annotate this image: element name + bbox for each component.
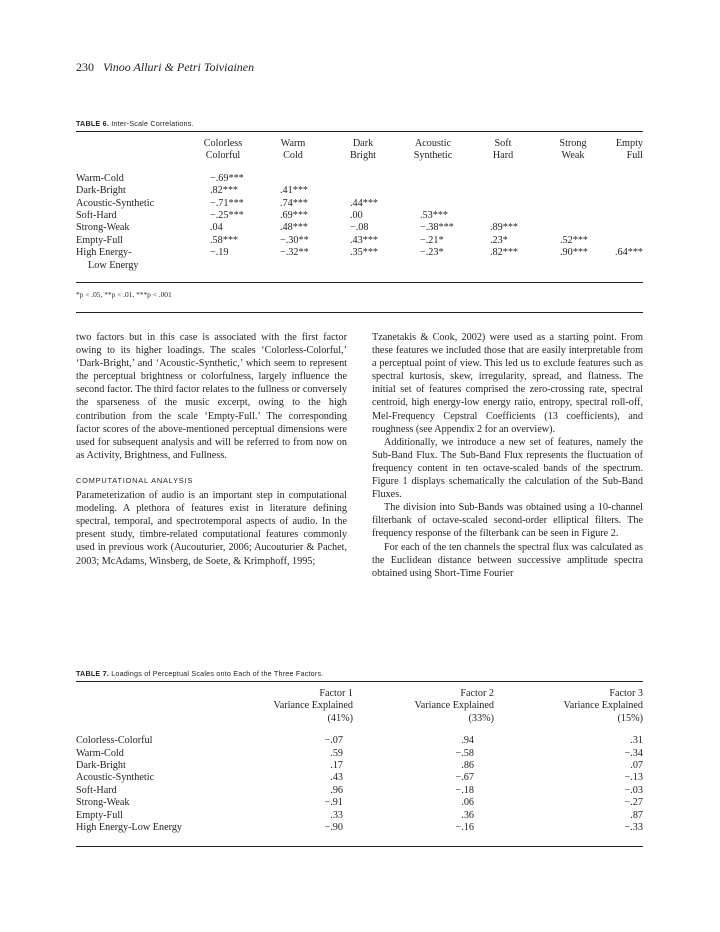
table7-cell: −.90 [324,822,343,834]
table6-cell [468,185,538,197]
table6-col-header: Colorless Colorful [203,138,243,162]
table7-cell: .06 [461,797,474,809]
table7-cell: −.03 [624,784,643,796]
table7-row [76,760,643,772]
table7-label: TABLE 7. [76,669,110,678]
table7-row-label: Warm-Cold [76,747,124,759]
table7-row-label: Colorless-Colorful [76,735,153,747]
table7-cell: .17 [330,760,343,772]
table7-row [76,748,643,760]
table7-cell: −.07 [324,735,343,747]
table6-col-header: Empty Full [615,138,643,162]
table6-cell [468,198,538,210]
table6-cell [608,235,643,247]
table6-cell: .53*** [420,210,449,222]
table6-row-label: Warm-Cold [76,172,124,184]
table6-row-label: Soft-Hard [76,210,117,222]
table6-cell: −.69*** [210,172,244,184]
body-paragraph: Tzanetakis & Cook, 2002) were used as a starting point. From these features we included those that are easily interpretable from a perceptual point of view. This led us to exclude features such as spectral kurtosis, skew, irregularity, spread, and flatness. The initial set of features comprised the zero-crossing rate, spectral centroid, high energy-low energy ratio, entropy, spectral roll-off, Mel-Frequency Cepstral Coefficients (13 coefficients), and roughness (see Appendix 2 for an overview). [372,332,643,435]
table6-cell: .64*** [614,247,643,259]
table6-cell: .90*** [560,247,589,259]
table6-row-label: Dark-Bright [76,185,126,197]
table6-row [76,210,643,222]
table7-cell: −.27 [624,797,643,809]
table7-row [76,785,643,797]
table6-cell: .74*** [280,197,309,209]
table7-col-header: Factor 3 Variance Explained (15%) [563,688,643,724]
table6-row [76,222,643,234]
left-column [76,331,347,568]
table7-top-rule [76,681,643,682]
table7-row [76,772,643,784]
table6-cell: −.38*** [420,222,454,234]
table7-cell: .31 [630,735,643,747]
table7-col-header: Factor 1 Variance Explained (41%) [273,688,353,724]
table6-row-label: Empty-Full [76,234,123,246]
table6-cell [398,198,468,210]
table7-row [76,810,643,822]
table6-cell [608,210,643,222]
table6-cell [328,173,398,185]
table6-cell [608,198,643,210]
table7-cell: −.34 [624,747,643,759]
table7-cell: −.67 [455,772,474,784]
body-paragraph: Additionally, we introduce a new set of features, namely the Sub-Band Flux. The Sub-Band Flux represents the fluctuation of frequency content in ten octave-scaled bands of the spectrum. Figure 1 displays schematically the calculation of the Sub-Band Fluxes. [372,436,643,501]
table6-cell: .41*** [280,185,309,197]
table7-caption [76,669,323,678]
table6-cell [538,198,608,210]
table6-cell: −.30** [280,234,309,246]
table7-cell: −.18 [455,784,474,796]
table7-title: Loadings of Perceptual Scales onto Each of the Three Factors. [111,669,324,678]
table7-row-label: High Energy-Low Energy [76,822,183,834]
running-head-authors: Vinoo Alluri & Petri Toiviainen [103,60,255,74]
table6-end-rule [76,312,643,313]
table6-cell [258,173,328,185]
table7-row [76,735,643,747]
body-paragraph: Parameterization of audio is an important step in computational modeling. A plethora of features exist in literature defining spectral, temporal, and spectrotemporal aspects of audio. In the present study, timbre-related computational features commonly used in previous work (Aucouturier, 2006; Aucouturier & Pachet, 2003; McAdams, Winsberg, de Soete, & Krimphoff, 1995; [76,490,347,567]
table7-row-label: Dark-Bright [76,760,126,772]
section-heading: COMPUTATIONAL ANALYSIS [76,475,194,485]
table7-cell: .87 [630,809,643,821]
table7-row-label: Strong-Weak [76,797,130,809]
table7-cell: .59 [330,747,343,759]
table6-row [76,173,643,185]
table6-cell [398,185,468,197]
table6-body [76,173,643,272]
table6-cell: .48*** [280,222,309,234]
table6-cell [608,222,643,234]
table6-cell: .58*** [210,234,239,246]
table7-header-row [76,688,643,725]
table6-cell: .82*** [490,247,519,259]
table7-row-label: Acoustic-Synthetic [76,772,155,784]
table6-col-header: Soft Hard [492,138,514,162]
table6-cell: .82*** [210,185,239,197]
table6-col-header: Strong Weak [559,138,587,162]
table6-row-label: High Energy- Low Energy [76,247,139,271]
table6-title: Inter-Scale Correlations. [111,119,194,128]
table6-cell: −.25*** [210,210,244,222]
body-paragraph: two factors but in this case is associated with the first factor owing to its higher loadings. The scales ‘Colorless-Colorful,’ ‘Dark-Bright,’ and ‘Acoustic-Synthetic,’ which seem to represent the perceptual brightness or colorfulness, largely influence the second factor. The third factor relates to the fullness or conversely the sparseness of the music excerpt, owing to the high contribution from the scale ‘Empty-Full.’ The corresponding factor scores of the above-mentioned perceptual dimensions were used for subsequent analysis and will be referred to from now on as Activity, Brightness, and Fullness. [76,332,347,461]
table7-cell: .86 [461,760,474,772]
table7-body [76,735,643,834]
table7-cell: .96 [330,784,343,796]
table6-label: TABLE 6. [76,119,110,128]
table6-cell: .00 [350,210,363,222]
table7-row-label: Soft-Hard [76,784,117,796]
table6-col-header: Dark Bright [349,138,377,162]
table6-cell: −.21* [420,234,444,246]
table7-row [76,797,643,809]
table7-row-label: Empty-Full [76,809,123,821]
table7-col-header: Factor 2 Variance Explained (33%) [414,688,494,724]
table6-row [76,198,643,210]
table7-cell: .33 [330,809,343,821]
table7 [76,688,643,834]
table6 [76,138,643,272]
table7-row [76,822,643,834]
table6-cell: −.32** [280,247,309,259]
table6-cell [468,173,538,185]
table6-cell: .69*** [280,210,309,222]
table7-cell: −.33 [624,822,643,834]
table6-caption [76,119,194,128]
table6-col-header: Acoustic Synthetic [413,138,453,162]
table6-cell [608,173,643,185]
body-paragraph: For each of the ten channels the spectral flux was calculated as the Euclidean distance between successive amplitude spectra obtained using Short-Time Fourier [372,541,643,579]
table6-top-rule [76,131,643,132]
table6-header-row [76,138,643,163]
table6-cell [538,173,608,185]
table6-bottom-rule [76,282,643,283]
table6-cell [608,185,643,197]
table6-cell: −.71*** [210,197,244,209]
table6-cell [538,185,608,197]
table7-cell: −.91 [324,797,343,809]
body-paragraph: The division into Sub-Bands was obtained using a 10-channel filterbank of octave-scaled second-order elliptical filters. The frequency response of the filterbank can be seen in Figure 2. [372,502,643,540]
table6-cell [538,210,608,222]
table6-row-label: Acoustic-Synthetic [76,197,155,209]
table6-row [76,235,643,247]
right-column [372,331,643,580]
table6-cell: .35*** [350,247,379,259]
table6-cell: .43*** [350,234,379,246]
table6-cell: .23* [490,234,508,246]
table7-cell: .43 [330,772,343,784]
table6-cell: .89*** [490,222,519,234]
table7-cell: −.13 [624,772,643,784]
table7-cell: −.58 [455,747,474,759]
table6-cell: .04 [210,222,223,234]
table6-cell [538,222,608,234]
table6-row [76,247,643,272]
table6-cell: −.08 [350,222,369,234]
table6-cell: −.19 [210,247,229,259]
table6-cell [398,173,468,185]
page-number: 230 [76,60,94,74]
table7-cell: −.16 [455,822,474,834]
table6-cell [468,210,538,222]
table6-row-label: Strong-Weak [76,222,130,234]
running-head [76,60,254,75]
table6-cell: −.23* [420,247,444,259]
table6-cell: .44*** [350,197,379,209]
table6-cell: .52*** [560,234,589,246]
table6-col-header: Warm Cold [280,138,306,162]
table7-cell: .36 [461,809,474,821]
table7-bottom-rule [76,846,643,847]
table7-cell: .94 [461,735,474,747]
table7-cell: .07 [630,760,643,772]
table6-footnote: *p < .05, **p < .01, ***p < .001 [76,290,172,299]
table6-cell [328,185,398,197]
table6-row [76,185,643,197]
